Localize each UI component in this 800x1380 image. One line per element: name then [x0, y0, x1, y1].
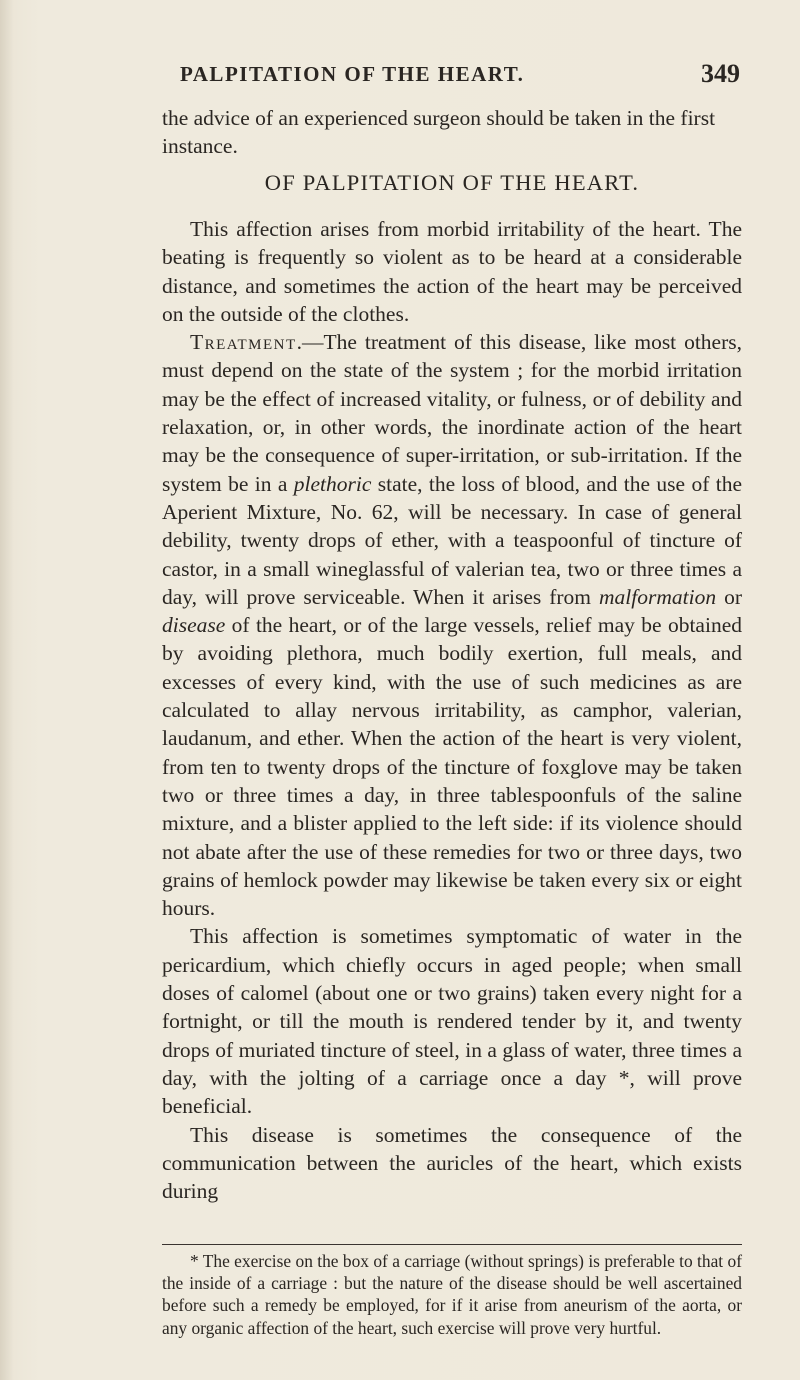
- body-text: [162, 215, 742, 1205]
- treatment-text-c: of the heart, or of the large vessels, relief may be obtained by avoiding plethora, much bodily exertion, full meals, and excesses of every kind, with the use of such medicines as are calculated to allay nervous irritability, as camphor, valerian, laudanum, and ether. When the action of the heart is very violent, from ten to twenty drops of the tincture of foxglove may be taken two or three times a day, in three tablespoonfuls of the saline mixture, and a blister applied to the left side: if its violence should not abate after the use of these remedies for two or three days, two grains of hemlock powder may likewise be taken every six or eight hours.: [162, 613, 742, 921]
- page-number: 349: [701, 59, 740, 88]
- paragraph-treatment: [162, 328, 742, 922]
- term-plethoric: plethoric: [293, 471, 372, 496]
- section-heading: OF PALPITATION OF THE HEART.: [264, 170, 640, 195]
- footnote: [162, 1250, 742, 1339]
- paragraph-auricles: This disease is sometimes the consequence of the communication between the auricles of the heart, which exists during: [162, 1122, 742, 1204]
- treatment-text-a: .—The treatment of this disease, like most others, must depend on the state of the system ; for the morbid irritation may be the effect of increased vitality, or fulness, or of debility and relaxation, or, in other words, the inordinate action of the heart may be the consequence of super-irritation, or sub-irritation. If the system be in a: [162, 330, 742, 496]
- paragraph-definition: This affection arises from morbid irritability of the heart. The beating is frequently so violent as to be heard at a considerable distance, and sometimes the action of the heart may be perceived on the outside of the clothes.: [162, 217, 742, 326]
- footnote-rule: [162, 1244, 742, 1245]
- treatment-text-b: state, the loss of blood, and the use of the Aperient Mixture, No. 62, will be necessary. In case of general debility, twenty drops of ether, with a teaspoonful of tincture of castor, in a small wineglassful of valerian tea, two or three times a day, will prove serviceable. When it arises from: [162, 471, 742, 609]
- paragraph-pericardium: This affection is sometimes symptomatic of water in the pericardium, which chiefly occurs in aged people; when small doses of calomel (about one or two grains) taken every night for a fortnight, or till the mouth is rendered tender by it, and twenty drops of muriated tincture of steel, in a glass of water, three times a day, with the jolting of a carriage once a day *, will prove beneficial.: [162, 924, 742, 1119]
- term-disease: disease: [162, 613, 226, 638]
- term-malformation: malformation: [599, 584, 717, 609]
- running-title: PALPITATION OF THE HEART.: [180, 62, 525, 86]
- treatment-label: Treatment: [190, 330, 297, 355]
- treatment-or: or: [716, 584, 742, 609]
- footnote-text: * The exercise on the box of a carriage (without springs) is preferable to that of the inside of a carriage : but the nature of the disease should be well ascertained before such a remedy be employed, for if it arise from aneurism of the aorta, or any organic affection of the heart, such exercise will prove very hurtful.: [162, 1251, 742, 1338]
- continued-text: the advice of an experienced surgeon should be taken in the first instance.: [162, 106, 716, 159]
